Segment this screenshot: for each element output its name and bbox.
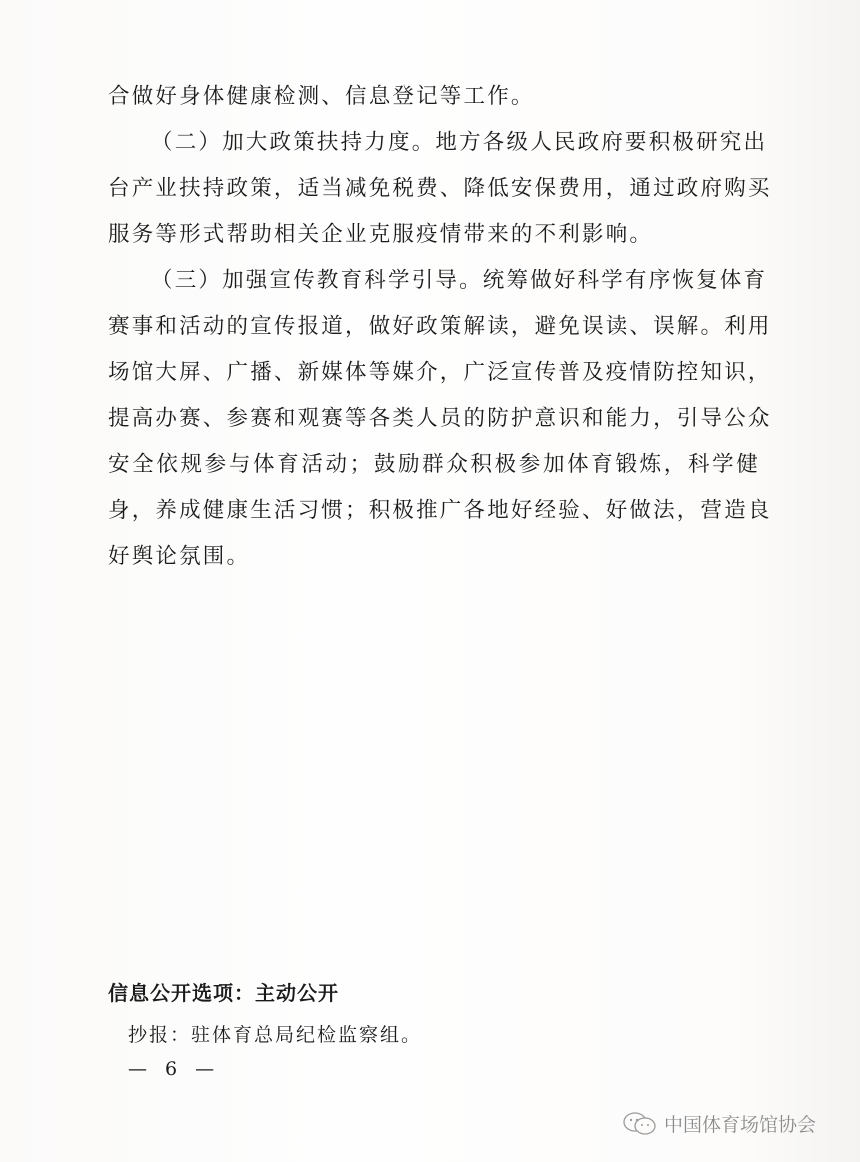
paragraph-line: 赛事和活动的宣传报道，做好政策解读，避免误读、误解。利用 [108, 314, 772, 339]
watermark-text: 中国体育场馆协会 [664, 1114, 817, 1136]
cc-recipient: 抄报：驻体育总局纪检监察组。 [128, 1024, 423, 1046]
paragraph-line: 服务等形式帮助相关企业克服疫情带来的不利影响。 [108, 222, 654, 247]
section-heading-line: （三）加强宣传教育科学引导。统筹做好科学有序恢复体育 [151, 268, 768, 293]
wechat-icon [622, 1111, 658, 1137]
paragraph-line: 台产业扶持政策，适当减免税费、降低安保费用，通过政府购买 [108, 176, 772, 201]
paragraph-line: 场馆大屏、广播、新媒体等媒介，广泛宣传普及疫情防控知识， [108, 360, 772, 385]
section-heading-line: （二）加大政策扶持力度。地方各级人民政府要积极研究出 [151, 130, 768, 155]
paragraph-line: 身，养成健康生活习惯；积极推广各地好经验、好做法，营造良 [108, 498, 772, 523]
paragraph-line: 合做好身体健康检测、信息登记等工作。 [108, 84, 535, 109]
document-body [108, 74, 772, 580]
watermark [622, 1110, 816, 1137]
disclosure-option: 信息公开选项：主动公开 [108, 981, 339, 1005]
paragraph-line: 提高办赛、参赛和观赛等各类人员的防护意识和能力，引导公众 [108, 406, 772, 431]
page-number: — 6 — [128, 1058, 221, 1080]
paragraph-line: 好舆论氛围。 [108, 544, 251, 569]
paragraph-line: 安全依规参与体育活动；鼓励群众积极参加体育锻炼，科学健 [108, 452, 760, 477]
